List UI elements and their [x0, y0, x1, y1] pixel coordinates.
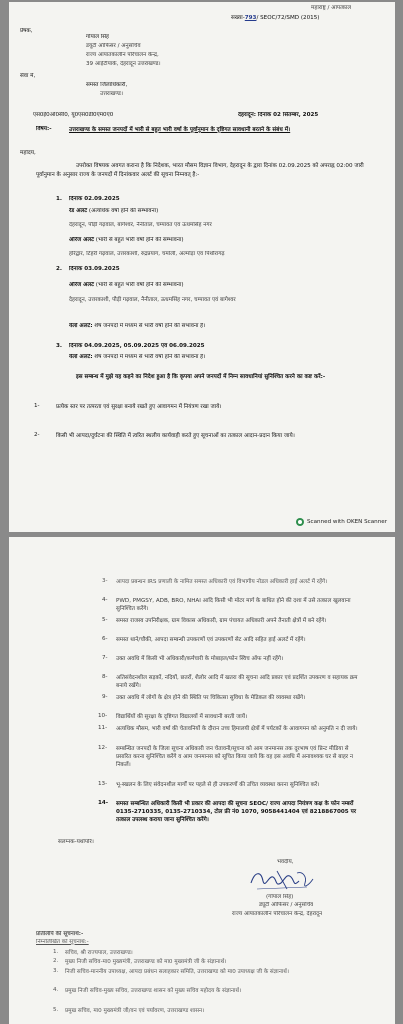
salutation: महोदय, — [20, 150, 36, 156]
ref-suffix: / SEOC/72/SMD (2015) — [256, 15, 320, 21]
point-5-text: समस्त राजस्व उपनिरीक्षक, ग्राम विकास अधिकारी, ग्राम पंचायत अधिकारी अपने तैनाती क्षेत्रों में बने रहेंगे। — [116, 618, 327, 624]
point-8-num: 8- — [102, 674, 108, 680]
point-9-num: 9- — [102, 694, 108, 700]
copy-5-num: 5. — [53, 1007, 59, 1013]
red-alert-label: रेड अलर्ट — [69, 208, 88, 214]
sender-address: 39 आईटीपार्क, देहरादून उत्तराखण्ड। — [86, 61, 161, 67]
date-3: दिनांक 04.09.2025, 05.09.2025 एवं 06.09.2025 — [69, 343, 205, 349]
copy-2-num: 2. — [53, 958, 59, 964]
point-12-text: सम्बन्धित जनपदों के जिला सूचना अधिकारी जन चेतावनी/सूचना को आम जनमानस तक दूरभाष एवं प्रिन्ट मीडिया से प्रसारित करना सुनिश्चित करेंगे व आम जनमानस को सूचित किया जाये कि वह इस अवधि में अनावश्यक घर से बाहर न निकलें। — [116, 746, 353, 768]
point-1-text: प्रत्येक स्तर पर तत्परता एवं सुरक्षा बनाये रखते हुए आवागमन में नियंत्रण रखा जाये। — [56, 404, 222, 410]
orange-alert-note-2: (भारी से बहुत भारी वर्षा होने की सम्भावना) — [95, 282, 184, 288]
date-2-num: 2. — [56, 266, 63, 272]
date-1-orange-districts: हरिद्वार, टिहरी गढ़वाल, उत्तरकाशी, रुद्रप्रयाग, चमोली, अल्मोड़ा एवं पिथौरागढ़ — [69, 251, 225, 257]
yellow-alert-text: शेष जनपदों में मध्यम से भारी वर्षा होने की संभावना है। — [94, 323, 206, 329]
orange-alert-label-2: ऑरेंज अलर्ट — [69, 282, 94, 288]
yellow-alert-text-3: शेष जनपदों में मध्यम से भारी वर्षा होने की संभावना है। — [94, 354, 206, 360]
orange-alert-label: ऑरेंज अलर्ट — [69, 237, 94, 243]
copy-1-num: 1. — [53, 949, 59, 955]
letter-page-2 — [9, 537, 395, 1024]
point-5-num: 5- — [102, 617, 108, 623]
point-12-num: 12- — [98, 745, 108, 751]
red-alert-note: (अत्यधिक वर्षा होने की सम्भावना) — [88, 208, 159, 214]
intro-paragraph: उपरोक्त विषयक अवगत कराना है कि निदेशक, भारत मौसम विज्ञान विभाग, देहरादून के द्वारा दिनांक 02.09.2025 को अपराह्न 02:00 जारी पूर्वानुमान के अनुसार राज्य के जनपदों में दिनांकवार अलर्ट की सूचना निम्नवत् है:- — [36, 163, 364, 178]
to-label: सेवा में, — [20, 73, 36, 79]
scanner-logo-icon — [296, 518, 304, 526]
recipient-state: उत्तराखण्ड। — [100, 91, 124, 97]
ref-number: 793 — [244, 15, 257, 21]
header-right: महाराष्ट्र / आपत्काल — [311, 5, 352, 11]
sender-title: डयूटी ऑफिसर / अनुसचिव — [86, 43, 141, 49]
copy-subheading: निम्नलिखित को सूचनार्थ:- — [36, 939, 89, 945]
date-2-orange — [69, 282, 184, 289]
copy-2-text: मुख्य निजी सचिव-मा0 मुख्यमंत्री, उत्तराखण्ड को मा0 मुख्यमंत्री जी के संज्ञानार्थ। — [65, 959, 227, 965]
point-1-num: 1- — [34, 403, 40, 409]
date-1: दिनांक 02.09.2025 — [69, 196, 120, 202]
orange-alert-note: (भारी से बहुत भारी वर्षा होने की सम्भावना) — [95, 237, 184, 243]
date-3-num: 3. — [56, 343, 63, 349]
scanner-text: Scanned with OKEN Scanner — [306, 519, 387, 525]
date-line: देहरादून: दिनांक 02 सितम्बर, 2025 — [238, 112, 319, 118]
copy-3-text: निजी सचिव-माननीय उपाध्यक्ष, आपदा प्रबंधन सलाहकार समिति, उत्तराखण्ड को मा0 उपाध्यक्ष जी के संज्ञानार्थ। — [65, 969, 289, 975]
point-3-num: 3- — [102, 578, 108, 584]
recipient: समस्त जिलाधिकारी, — [86, 82, 128, 88]
point-6-num: 6- — [102, 636, 108, 642]
signer-title: ड्यूटी ऑफिसर / अनुसचिव — [259, 902, 314, 908]
signer-org: राज्य आपातकालीन परिचालन केन्द्र, देहरादून — [232, 911, 323, 917]
sender-name: गोपाल सिंह — [86, 34, 109, 40]
yellow-alert-label-3: येलो अलर्ट: — [69, 354, 93, 360]
point-7-num: 7- — [102, 655, 108, 661]
date-3-yellow — [69, 354, 205, 361]
point-13-text: भू-स्खलन के लिए संवेदनशील मार्गों पर पहले से ही उपकरणों की उचित व्यवस्था करना सुनिश्चित करें। — [116, 782, 320, 788]
point-14-text: समस्त सम्बन्धित अधिकारी किसी भी प्रकार की आपदा की सूचना SEOC/ राज्य आपदा नियंत्रण कक्ष के फोन नम्बरों 0135-2710335, 0135-2710334, टोल फ्री नं0 1070, 9058441404 एवं 8218867005 पर तत्काल उपलब्ध कराया जाना सुनिश्चित करेंगे। — [116, 801, 357, 823]
reference-line — [231, 15, 319, 22]
point-4-num: 4- — [102, 597, 108, 603]
point-6-text: समस्त थाने/चौकी, आपदा सम्बन्धी उपकरणों एवं उपकरणों सेट आदि सहित हाई अलर्ट में रहेंगे। — [116, 637, 306, 643]
from-label: प्रेषक, — [20, 28, 33, 34]
copy-4-text: प्रमुख निजी सचिव-मुख्य सचिव, उत्तराखण्ड शासन को मुख्य सचिव महोदय के संज्ञानार्थ। — [65, 988, 242, 994]
date-1-num: 1. — [56, 196, 63, 202]
copy-5-text: प्रमुख सचिव, मा0 मुख्यमंत्री जी/वन एवं पर्यावरण, उत्तराखण्ड शासन। — [65, 1008, 205, 1014]
signature-image — [247, 865, 317, 893]
signer-name: (गोपाल सिंह) — [266, 894, 294, 900]
copy-4-num: 4. — [53, 987, 59, 993]
subject-label: विषय:- — [36, 126, 52, 132]
point-3-text: आपदा प्रबन्धन IRS प्रणाली के नामित समस्त अधिकारी एवं विभागीय नोडल अधिकारी हाई अलर्ट में रहेंगे। — [116, 579, 328, 585]
ref-label: संख्या- — [231, 15, 245, 21]
date-1-red-districts: देहरादून, पौड़ी गढ़वाल, बागेश्वर, नैनीताल, चम्पावत एवं ऊधमसिंह नगर — [69, 222, 212, 228]
copy-heading: प्रतिलिपि की सूचनार्थ:- — [36, 931, 84, 937]
sender-org: राज्य आपातकालीन परिचालन केन्द्र, — [86, 52, 159, 58]
copy-3-num: 3. — [53, 968, 59, 974]
dept-code: एस0ई0ओ0सी0, यू0एस0डी0एम0ए0 — [33, 112, 114, 118]
point-7-text: उक्त अवधि में किसी भी अधिकारी/कर्मचारी के मोबाइल/फोन स्विच ऑफ नहीं रहेंगे। — [116, 656, 284, 662]
point-4-text: PWD, PMGSY, ADB, BRO, NHAI आदि किसी भी मोटर मार्ग के बाधित होने की दशा में उसे तत्काल खुलवाना सुनिश्चित करेंगे। — [116, 598, 351, 612]
direction-paragraph: इस सम्बन्ध में मुझे यह कहने का निदेश हुआ है कि कृपया अपने जनपदों में निम्न सावधानियां सुनिश्चित करने का कष्ट करें:- — [76, 374, 326, 380]
date-2: दिनांक 03.09.2025 — [69, 266, 120, 272]
point-2-text: किसी भी आपदा/दुर्घटना की स्थिति में त्वरित स्थलीय कार्यवाही करते हुए सूचनाओं का तत्काल आदान-प्रदान किया जाये। — [56, 433, 295, 439]
date-2-yellow — [69, 323, 205, 330]
point-11-text: अत्यधिक मौसम, भारी वर्षा की चेतावनियों के दौरान उच्च हिमालयी क्षेत्रों में पर्यटकों के आवागमन को अनुमति न दी जाये। — [116, 726, 358, 732]
scanner-watermark — [296, 518, 387, 526]
point-9-text: उक्त अवधि में लोगों के क्षेत्र होने की स्थिति पर चिकित्सा सुविधा के मेडिकल की व्यवस्था रखेंगे। — [116, 695, 306, 701]
yellow-alert-label: येलो अलर्ट: — [69, 323, 93, 329]
point-14-num: 14- — [98, 800, 109, 806]
closing: भवदीय, — [277, 859, 294, 865]
point-13-num: 13- — [98, 781, 108, 787]
point-11-num: 11- — [98, 725, 108, 731]
point-10-text: विद्यार्थियों की सुरक्षा के दृष्टिगत विद्यालयों में सावधानी बरती जायें। — [116, 714, 248, 720]
date-2-orange-districts: देहरादून, उत्तरकाशी, पौड़ी गढ़वाल, नैनीताल, ऊधमसिंह नगर, चम्पावत एवं बागेश्वर — [69, 297, 236, 303]
copy-1-text: सचिव, श्री राज्यपाल, उत्तराखण्ड। — [65, 950, 133, 956]
point-10-num: 10- — [98, 713, 108, 719]
date-1-red — [69, 208, 158, 215]
point-8-text: अतिसंवेदनशील सड़कों, नदियों, छतरों, शैलोर आदि में खतरा की सूचना आदि प्रकार एवं प्रदर्शित उपकरण व सहायक क्रम बनाये रखेंगे। — [116, 675, 358, 689]
point-2-num: 2- — [34, 432, 40, 438]
date-1-orange — [69, 237, 184, 244]
enclosure: संलग्नक-यथोपरि। — [58, 839, 94, 845]
letter-page-1 — [9, 2, 395, 532]
subject-text: उत्तराखण्ड के समस्त जनपदों में भारी से बहुत भारी वर्षा के पूर्वानुमान के दृष्टिगत सावधानी बरतने के संबंध में। — [69, 127, 291, 133]
